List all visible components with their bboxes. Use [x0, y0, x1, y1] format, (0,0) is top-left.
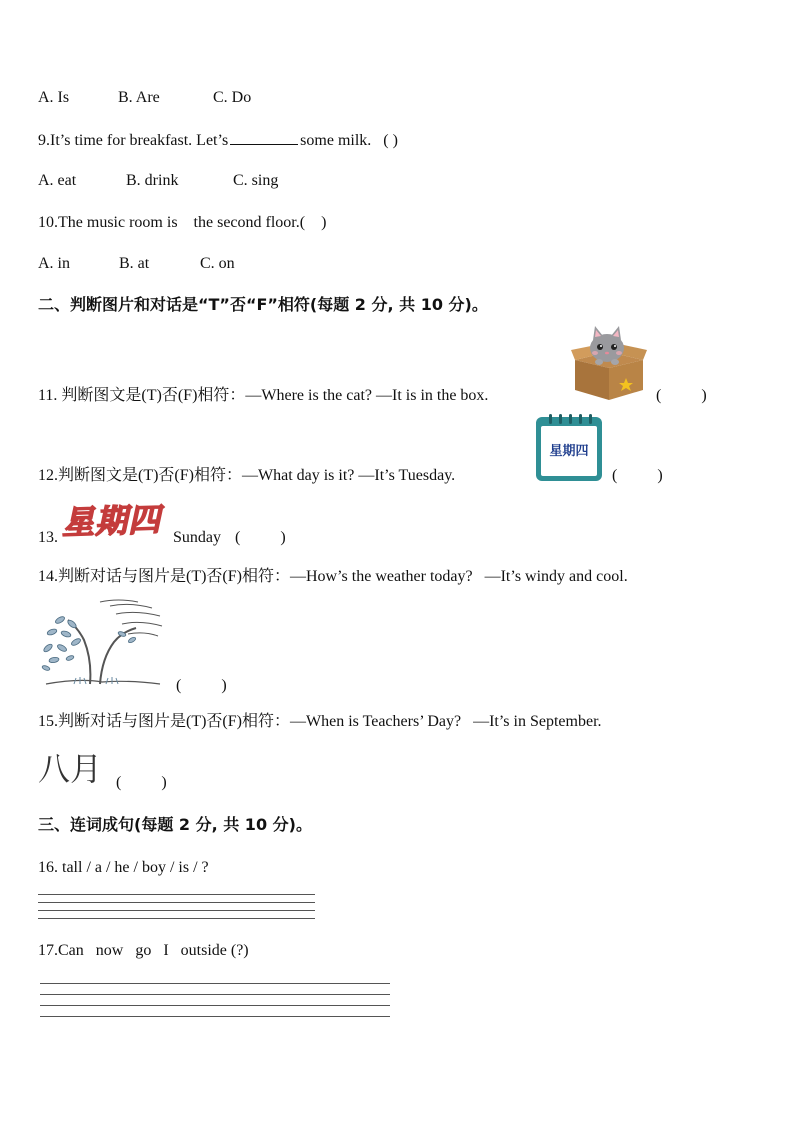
q12-answer-paren[interactable]: ( ) [612, 467, 663, 484]
q9-suffix: some milk. [300, 132, 372, 149]
q9-option-a: A. eat [38, 172, 77, 189]
q9-option-b: B. drink [126, 172, 179, 189]
cat-in-box-picture [571, 326, 647, 400]
windy-tree-picture [40, 598, 166, 688]
calendar-label: 星期四 [549, 444, 589, 459]
q10-option-a: A. in [38, 255, 70, 272]
august-picture [38, 749, 110, 789]
section-3-heading: 三、连词成句(每题 2 分, 共 10 分)。 [38, 815, 312, 834]
q8-options [38, 88, 251, 108]
q12-question [38, 466, 455, 486]
q14-question: 14.判断对话与图片是(T)否(F)相符：—How’s the weather today? —It’s windy and cool. [38, 568, 628, 585]
writing-line [40, 1005, 390, 1006]
q13-sunday: Sunday [173, 529, 221, 546]
q11-text: 11. 判断图文是(T)否(F)相符：—Where is the cat? —It is in the box. [38, 387, 489, 404]
q9-option-c: C. sing [233, 172, 279, 189]
q9-prefix: 9.It’s time for breakfast. Let’s [38, 132, 229, 149]
q9-answer-paren[interactable]: ( ) [383, 132, 398, 149]
writing-line [40, 994, 390, 995]
writing-line [40, 1016, 390, 1017]
q8-option-c: C. Do [213, 89, 252, 106]
q13-answer-paren[interactable]: ( ) [235, 529, 286, 546]
q15-question: 15.判断对话与图片是(T)否(F)相符：—When is Teachers’ Day? —It’s in September. [38, 713, 602, 730]
writing-line [40, 983, 390, 984]
q8-option-a: A. Is [38, 89, 70, 106]
q15-answer-paren[interactable]: ( ) [116, 774, 167, 791]
q14-answer-paren[interactable]: ( ) [176, 677, 227, 694]
q10-option-c: C. on [200, 255, 235, 272]
q13-word [173, 528, 286, 548]
q17-writing-lines[interactable] [40, 983, 390, 1024]
q8-option-b: B. Are [118, 89, 160, 106]
q16-writing-lines[interactable] [38, 894, 315, 926]
calendar-icon [535, 414, 603, 482]
weekday-thursday-text: 星期四 [61, 500, 162, 542]
q10-question: 10.The music room is the second floor.( ) [38, 214, 327, 231]
q9-question [38, 130, 398, 151]
q9-options [38, 171, 278, 191]
q13-number: 13. [38, 529, 58, 546]
q10-option-b: B. at [119, 255, 150, 272]
section-2-heading: 二、判断图片和对话是“T”否“F”相符(每题 2 分, 共 10 分)。 [38, 295, 488, 314]
q17-question: 17.Can now go I outside (?) [38, 942, 249, 959]
writing-line [38, 894, 315, 895]
writing-line [38, 910, 315, 911]
q10-options [38, 254, 235, 274]
august-text: 八月 [38, 750, 103, 788]
q9-blank[interactable] [230, 130, 298, 145]
weekday-thursday-picture [62, 501, 166, 543]
q12-text: 12.判断图文是(T)否(F)相符：—What day is it? —It’s Tuesday. [38, 467, 456, 484]
writing-line [38, 918, 315, 919]
q11-question [38, 386, 488, 406]
q16-question: 16. tall / a / he / boy / is / ? [38, 859, 209, 876]
writing-line [38, 902, 315, 903]
q11-answer-paren[interactable]: ( ) [656, 387, 707, 404]
